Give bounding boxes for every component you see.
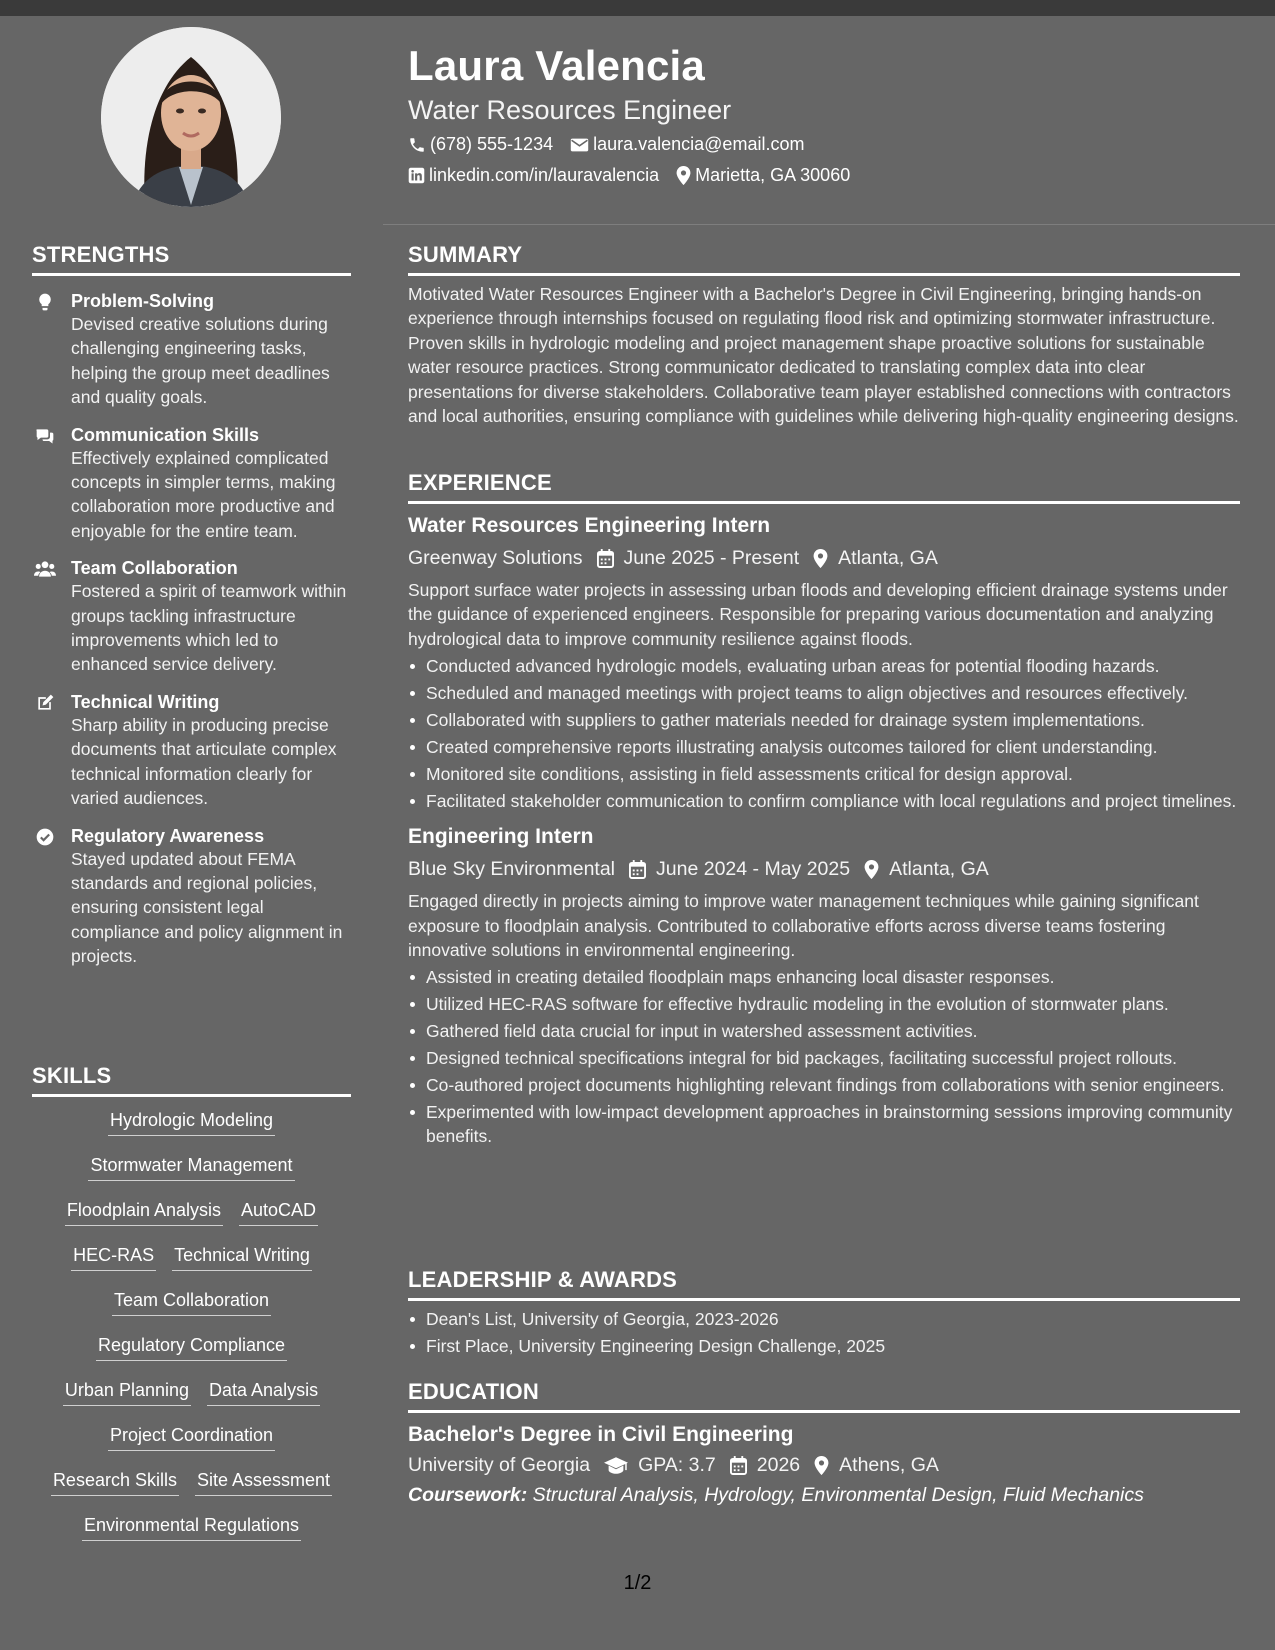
summary-section [408, 242, 1240, 428]
skill-row [32, 1150, 351, 1195]
strength-title: Technical Writing [71, 691, 220, 712]
coursework-label: Coursework: [408, 1484, 528, 1506]
strengths-heading: STRENGTHS [32, 242, 351, 276]
strength-desc: Sharp ability in producing precise documents that articulate complex technical information clearly for varied audiences. [71, 714, 337, 809]
job-description: Support surface water projects in assessing urban floods and developing efficient drainage systems under the guidance of experienced engineers. Responsible for preparing various documentation and analyzing hydrological data to improve community resilience against floods. [408, 580, 1228, 649]
skill-tag: Technical Writing [172, 1240, 312, 1271]
school-name: University of Georgia [408, 1454, 591, 1476]
skill-tag: Urban Planning [63, 1375, 191, 1406]
job-location [864, 855, 989, 883]
job-title-header: Water Resources Engineer [408, 95, 732, 125]
chat-bubbles-icon [34, 426, 56, 446]
bullet-item: Utilized HEC-RAS software for effective hydraulic modeling in the evolution of stormwater plans. [426, 992, 1240, 1016]
coursework [408, 1484, 1240, 1507]
job-title: Engineering Intern [408, 825, 594, 849]
skill-row [32, 1330, 351, 1375]
strengths-section [32, 242, 351, 969]
skill-tag: Site Assessment [195, 1465, 332, 1496]
bullet-item: Facilitated stakeholder communication to confirm compliance with local regulations and project timelines. [426, 789, 1240, 813]
bullet-item: Experimented with low-impact development approaches in brainstorming sessions improving community benefits. [426, 1100, 1240, 1149]
bullet-item: Created comprehensive reports illustrating analysis outcomes tailored for client understanding. [426, 735, 1240, 759]
award-item: First Place, University Engineering Design Challenge, 2025 [426, 1334, 1240, 1358]
graduation-cap-icon [604, 1457, 628, 1474]
education-meta [408, 1451, 1240, 1479]
education-section [408, 1379, 1240, 1507]
candidate-name: Laura Valencia [408, 42, 705, 89]
leadership-heading: LEADERSHIP & AWARDS [408, 1267, 1240, 1301]
job-bullets [408, 965, 1240, 1149]
map-pin-icon [814, 1456, 829, 1475]
job-location [813, 544, 938, 572]
skill-row [32, 1285, 351, 1330]
skill-tag: HEC-RAS [71, 1240, 156, 1271]
award-item: Dean's List, University of Georgia, 2023-2026 [426, 1307, 1240, 1331]
leadership-list [408, 1307, 1240, 1358]
linkedin-text: linkedin.com/in/lauravalencia [429, 165, 660, 185]
grad-year-text: 2026 [756, 1454, 801, 1476]
strength-item [32, 825, 351, 969]
check-circle-icon [34, 827, 56, 847]
job-dates [597, 544, 800, 572]
strength-desc: Devised creative solutions during challenging engineering tasks, helping the group meet deadlines and quality goals. [71, 314, 330, 408]
users-icon [34, 559, 56, 579]
skill-tag: Team Collaboration [112, 1285, 271, 1316]
strength-item [32, 557, 351, 677]
skill-row [32, 1240, 351, 1285]
strength-desc: Stayed updated about FEMA standards and regional policies, ensuring consistent legal compliance and policy alignment in projects. [71, 848, 343, 967]
skill-tag: Regulatory Compliance [96, 1330, 287, 1361]
contact-row-2 [408, 165, 867, 186]
school-location [814, 1451, 939, 1479]
coursework-list: Structural Analysis, Hydrology, Environmental Design, Fluid Mechanics [532, 1484, 1144, 1506]
map-pin-icon [864, 860, 879, 879]
top-bar [0, 0, 1275, 16]
lightbulb-icon [34, 292, 56, 312]
bullet-item: Monitored site conditions, assisting in field assessments critical for design approval. [426, 762, 1240, 786]
skill-row [32, 1465, 351, 1510]
phone-contact[interactable] [408, 134, 553, 155]
strength-desc: Effectively explained complicated concepts in simpler terms, making collaboration more productive and enjoyable for the entire team. [71, 447, 336, 541]
job-location-text: Atlanta, GA [838, 547, 938, 569]
gpa-text: GPA: 3.7 [638, 1454, 716, 1476]
location-contact [676, 165, 850, 186]
strength-desc: Fostered a spirit of teamwork within groups tackling infrastructure improvements which led to enhanced service delivery. [71, 581, 347, 675]
company-name: Greenway Solutions [408, 547, 583, 569]
skill-row [32, 1510, 351, 1555]
email-contact[interactable] [570, 134, 804, 155]
skills-heading: SKILLS [32, 1063, 351, 1097]
experience-section [408, 470, 1240, 1149]
calendar-icon [730, 1456, 747, 1475]
job-dates-text: June 2025 - Present [623, 547, 800, 569]
school-location-text: Athens, GA [839, 1454, 939, 1476]
job-dates [629, 855, 850, 883]
degree-title: Bachelor's Degree in Civil Engineering [408, 1423, 794, 1446]
job-meta [408, 855, 1240, 883]
profile-photo [101, 27, 281, 207]
email-text: laura.valencia@email.com [593, 134, 805, 154]
skill-tag: Research Skills [51, 1465, 179, 1496]
page-number: 1/2 [623, 1572, 652, 1594]
summary-text: Motivated Water Resources Engineer with a Bachelor's Degree in Civil Engineering, bringing hands-on experience through internships focused on regulating flood risk and optimizing stormwater infrastructure. Proven skills in hydrologic modeling and project management shape proactive solutions for sustainable water resource practices. Strong communicator dedicated to translating complex data into clear presentations for diverse stakeholders. Collaborative team player established connections with contractors and local authorities, ensuring compliance with guidelines while delivering high-quality engineering designs. [408, 284, 1239, 427]
phone-icon [408, 136, 426, 154]
envelope-icon [570, 137, 589, 153]
strength-title: Regulatory Awareness [71, 825, 265, 846]
job-bullets [408, 654, 1240, 813]
header-divider [383, 224, 1275, 225]
linkedin-icon [408, 167, 425, 184]
skill-tag: Project Coordination [108, 1420, 275, 1451]
map-pin-icon [813, 549, 828, 568]
skill-row [32, 1375, 351, 1420]
strength-title: Problem-Solving [71, 291, 215, 311]
skill-row [32, 1105, 351, 1150]
bullet-item: Scheduled and managed meetings with project teams to align objectives and resources effectively. [426, 681, 1240, 705]
job-entry [408, 823, 1240, 1149]
bullet-item: Designed technical specifications integral for bid packages, facilitating successful project rollouts. [426, 1046, 1240, 1070]
grad-year [730, 1451, 800, 1479]
skill-tag: Stormwater Management [88, 1150, 294, 1181]
contact-row-1 [408, 134, 821, 155]
job-title: Water Resources Engineering Intern [408, 514, 771, 537]
strength-item [32, 290, 351, 410]
job-dates-text: June 2024 - May 2025 [656, 858, 851, 881]
bullet-item: Assisted in creating detailed floodplain maps enhancing local disaster responses. [426, 965, 1240, 989]
job-location-text: Atlanta, GA [889, 858, 989, 881]
skill-tag: Floodplain Analysis [65, 1195, 223, 1226]
job-meta [408, 544, 1240, 572]
strength-title: Team Collaboration [71, 558, 238, 579]
skills-section [32, 1063, 351, 1555]
skill-row [32, 1195, 351, 1240]
leadership-section [408, 1267, 1240, 1358]
bullet-item: Conducted advanced hydrologic models, evaluating urban areas for potential flooding hazards. [426, 654, 1240, 678]
skill-tag: AutoCAD [239, 1195, 318, 1226]
skill-tag: Environmental Regulations [82, 1510, 301, 1541]
edit-icon [34, 693, 56, 713]
linkedin-contact[interactable] [408, 165, 659, 186]
summary-heading: SUMMARY [408, 242, 1240, 276]
strength-item [32, 691, 351, 811]
bullet-item: Co-authored project documents highlighting relevant findings from collaborations with senior engineers. [426, 1073, 1240, 1097]
gpa [604, 1451, 716, 1479]
phone-text: (678) 555-1234 [430, 134, 554, 154]
skill-tag: Data Analysis [207, 1375, 320, 1406]
company-name: Blue Sky Environmental [408, 858, 616, 881]
bullet-item: Gathered field data crucial for input in watershed assessment activities. [426, 1019, 1240, 1043]
bullet-item: Collaborated with suppliers to gather materials needed for drainage system implementations. [426, 708, 1240, 732]
experience-heading: EXPERIENCE [408, 470, 1240, 504]
skill-row [32, 1420, 351, 1465]
job-description: Engaged directly in projects aiming to improve water management techniques while gaining significant exposure to floodplain analysis. Contributed to collaborative efforts across diverse teams fostering innovative solutions in environmental engineering. [408, 891, 1199, 961]
skill-tag: Hydrologic Modeling [108, 1105, 275, 1136]
calendar-icon [629, 860, 646, 879]
calendar-icon [597, 549, 614, 568]
education-heading: EDUCATION [408, 1379, 1240, 1413]
strength-title: Communication Skills [71, 424, 260, 445]
strength-item [32, 424, 351, 544]
map-pin-icon [676, 166, 691, 185]
job-entry [408, 512, 1240, 813]
location-text: Marietta, GA 30060 [695, 165, 851, 185]
